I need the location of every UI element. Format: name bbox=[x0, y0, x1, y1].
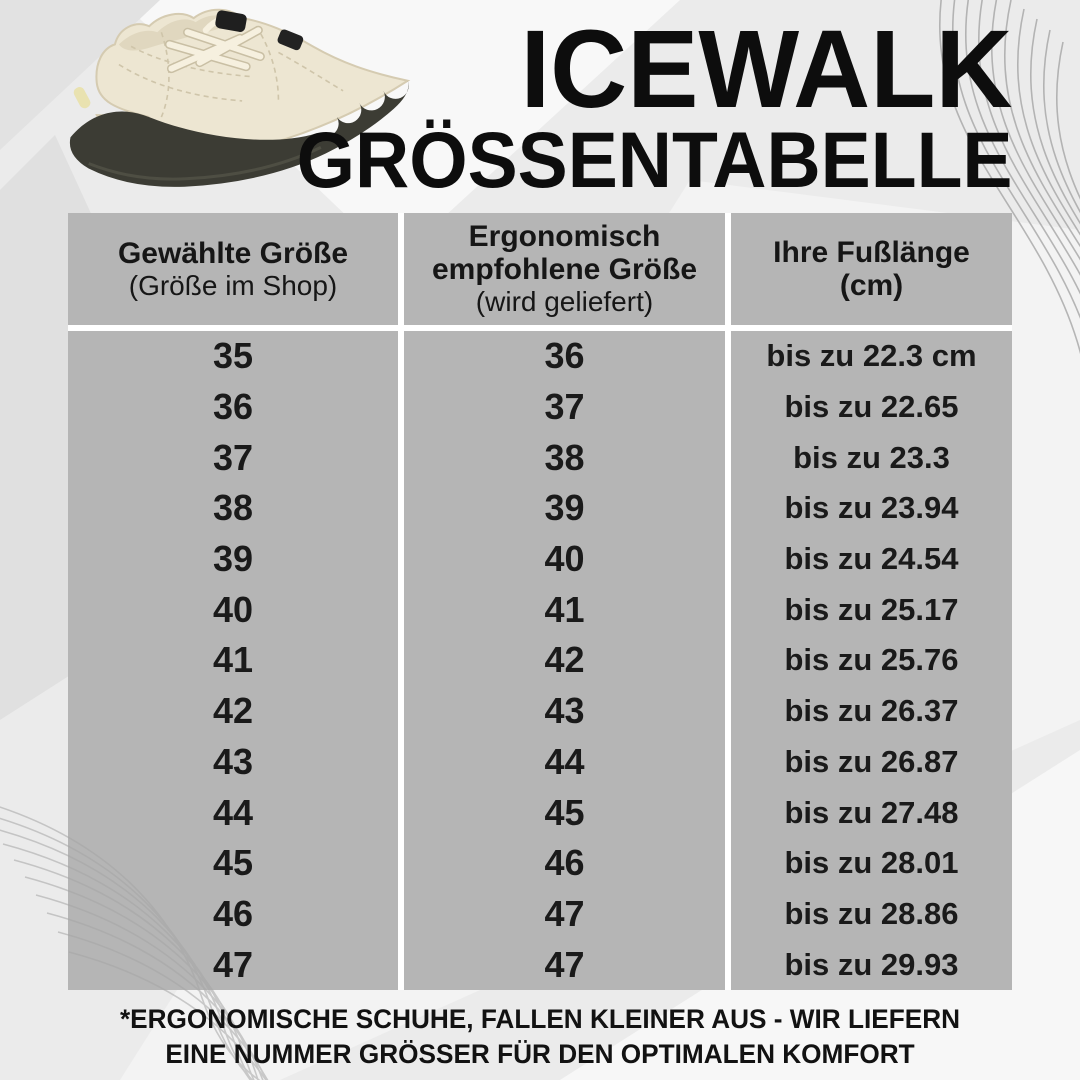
cell-shop: 43 bbox=[68, 737, 398, 788]
cell-delivered: 42 bbox=[404, 635, 725, 686]
cell-shop: 47 bbox=[68, 939, 398, 990]
header-col-shop-size bbox=[68, 213, 398, 325]
cell-delivered: 38 bbox=[404, 432, 725, 483]
col-title: Gewählte Größe bbox=[117, 236, 349, 270]
cell-foot: bis zu 23.94 bbox=[731, 483, 1012, 534]
table-body bbox=[68, 331, 1012, 990]
cell-delivered: 37 bbox=[404, 382, 725, 433]
table-header bbox=[68, 213, 1012, 325]
cell-shop: 36 bbox=[68, 382, 398, 433]
cell-delivered: 44 bbox=[404, 737, 725, 788]
header-col-foot-length bbox=[731, 213, 1012, 325]
cell-foot: bis zu 26.37 bbox=[731, 686, 1012, 737]
cell-foot: bis zu 26.87 bbox=[731, 737, 1012, 788]
cell-shop: 45 bbox=[68, 838, 398, 889]
cell-foot: bis zu 27.48 bbox=[731, 787, 1012, 838]
cell-shop: 40 bbox=[68, 584, 398, 635]
footnote-line-2: EINE NUMMER GRÖSSER FÜR DEN OPTIMALEN KOMFORT bbox=[165, 1039, 915, 1069]
cell-delivered: 36 bbox=[404, 331, 725, 382]
cell-delivered: 39 bbox=[404, 483, 725, 534]
cell-foot: bis zu 22.3 cm bbox=[731, 331, 1012, 382]
col-title: Ergonomisch empfohlene Größe bbox=[431, 220, 698, 286]
cell-shop: 46 bbox=[68, 889, 398, 940]
cell-foot: bis zu 25.17 bbox=[731, 584, 1012, 635]
cell-shop: 37 bbox=[68, 432, 398, 483]
cell-delivered: 40 bbox=[404, 534, 725, 585]
cell-shop: 38 bbox=[68, 483, 398, 534]
cell-foot: bis zu 28.86 bbox=[731, 889, 1012, 940]
cell-shop: 41 bbox=[68, 635, 398, 686]
cell-foot: bis zu 28.01 bbox=[731, 838, 1012, 889]
size-table bbox=[68, 213, 1012, 990]
cell-delivered: 41 bbox=[404, 584, 725, 635]
col-title: Ihre Fußlänge bbox=[773, 236, 970, 269]
title-block bbox=[259, 8, 1012, 204]
cell-delivered: 47 bbox=[404, 939, 725, 990]
cell-foot: bis zu 23.3 bbox=[731, 432, 1012, 483]
header-col-recommended-size bbox=[404, 213, 725, 325]
cell-delivered: 45 bbox=[404, 787, 725, 838]
cell-foot: bis zu 22.65 bbox=[731, 382, 1012, 433]
cell-foot: bis zu 25.76 bbox=[731, 635, 1012, 686]
cell-delivered: 47 bbox=[404, 889, 725, 940]
page-title: GRÖSSENTABELLE bbox=[296, 115, 1012, 204]
col-subtitle: (cm) bbox=[839, 269, 904, 302]
cell-delivered: 46 bbox=[404, 838, 725, 889]
footnote bbox=[16, 1002, 1064, 1072]
cell-foot: bis zu 29.93 bbox=[731, 939, 1012, 990]
footnote-line-1: *ERGONOMISCHE SCHUHE, FALLEN KLEINER AUS - WIR LIEFERN bbox=[119, 1004, 961, 1034]
cell-shop: 39 bbox=[68, 534, 398, 585]
col-subtitle: (wird geliefert) bbox=[475, 286, 654, 317]
cell-shop: 35 bbox=[68, 331, 398, 382]
cell-delivered: 43 bbox=[404, 686, 725, 737]
cell-shop: 44 bbox=[68, 787, 398, 838]
cell-foot: bis zu 24.54 bbox=[731, 534, 1012, 585]
cell-shop: 42 bbox=[68, 686, 398, 737]
brand-title: ICEWALK bbox=[520, 8, 1012, 131]
col-subtitle: (Größe im Shop) bbox=[128, 269, 338, 301]
